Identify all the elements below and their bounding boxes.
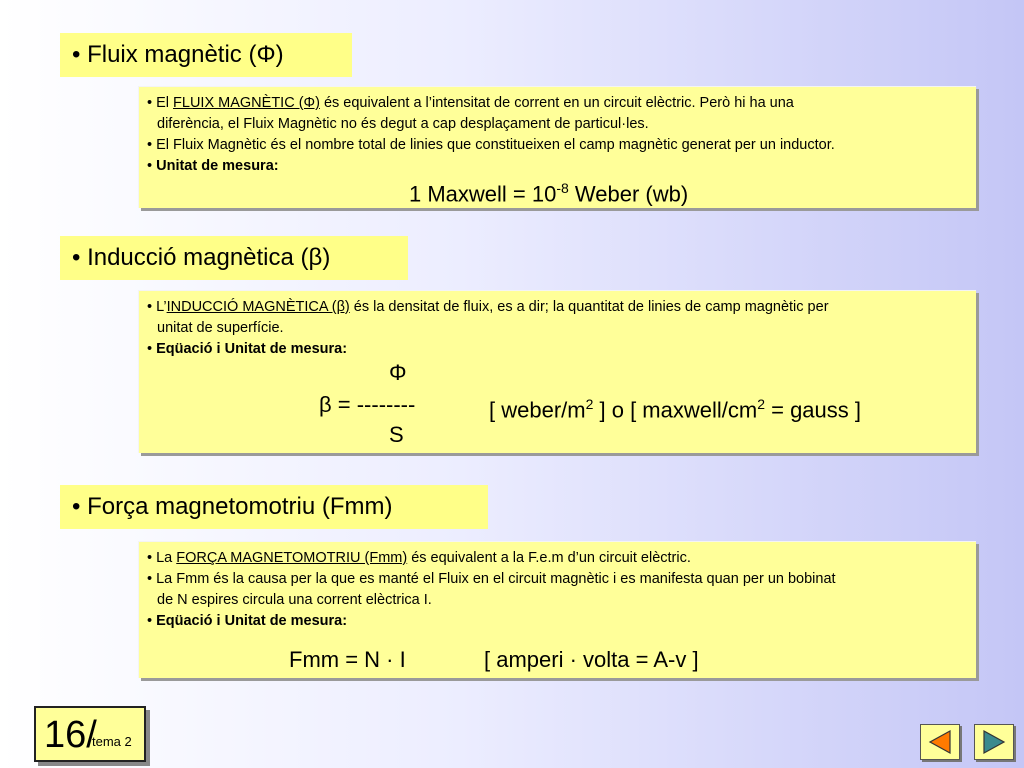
induction-denominator: S — [389, 422, 404, 447]
triangle-right-icon — [975, 725, 1013, 759]
triangle-left-icon — [921, 725, 959, 759]
section-header-text: • Inducció magnètica (β) — [72, 244, 331, 271]
flux-unit-label: • Unitat de mesura: — [147, 158, 279, 174]
induction-term: INDUCCIÓ MAGNÈTICA (β) — [166, 299, 350, 315]
next-slide-button[interactable] — [974, 724, 1014, 760]
maxwell-weber-formula: 1 Maxwell = $10^{-8}$ Weber (wb) — [409, 180, 689, 207]
section-header-text: • Força magnetomotriu (Fmm) — [72, 493, 393, 520]
slide-number-badge — [34, 706, 146, 762]
induction-definition-line: • L’INDUCCIÓ MAGNÈTICA (β) és la densitat de fluix, es a dir; la quantitat de linies de camp magnètic per — [147, 299, 829, 315]
slide-number: 16/ — [44, 714, 97, 756]
flux-difference-line: diferència, el Fluix Magnètic no és degut a cap desplaçament de particul·les. — [157, 116, 649, 132]
fmm-units: [ amperi · volta = A-v ] — [484, 647, 699, 672]
fmm-term: FORÇA MAGNETOMOTRIU (Fmm) — [176, 550, 408, 566]
section-header-text: • Fluix magnètic (Φ) — [72, 41, 284, 68]
fmm-coil-line: de N espires circula una corrent elèctrica I. — [157, 592, 432, 608]
section-header-magnetomotive-force — [60, 485, 488, 529]
flux-term: FLUIX MAGNÈTIC (Φ) — [173, 95, 320, 111]
flux-total-lines-line: • El Fluix Magnètic és el nombre total de linies que constitueixen el camp magnètic generat per un inductor. — [147, 137, 835, 153]
previous-slide-button[interactable] — [920, 724, 960, 760]
section-header-magnetic-flux — [60, 33, 352, 77]
induction-equation-label: • Eqüació i Unitat de mesura: — [147, 341, 348, 357]
magnetic-flux-panel — [138, 86, 976, 208]
flux-definition-line: • El FLUIX MAGNÈTIC (Φ) és equivalent a l’intensitat de corrent en un circuit elèctric. Però hi ha una — [147, 95, 794, 111]
slide-topic: tema 2 — [92, 734, 132, 749]
fmm-equation-label: • Eqüació i Unitat de mesura: — [147, 613, 348, 629]
induction-surface-line: unitat de superfície. — [157, 320, 284, 336]
induction-numerator: Φ — [389, 360, 407, 385]
section-header-magnetic-induction — [60, 236, 408, 280]
induction-fraction: β = -------- — [319, 392, 416, 417]
fmm-formula: Fmm = N · I — [289, 647, 406, 672]
induction-units: [ weber/$m^2$ ] o [ maxwell/$cm^2$ = gauss ] — [489, 396, 862, 423]
fmm-cause-line: • La Fmm és la causa per la que es manté el Fluix en el circuit magnètic i es manifesta quan per un bobinat — [147, 571, 836, 587]
fmm-definition-line: • La FORÇA MAGNETOMOTRIU (Fmm) és equivalent a la F.e.m d’un circuit elèctric. — [147, 550, 691, 566]
magnetomotive-force-panel — [138, 541, 976, 678]
magnetic-induction-panel — [138, 290, 976, 453]
